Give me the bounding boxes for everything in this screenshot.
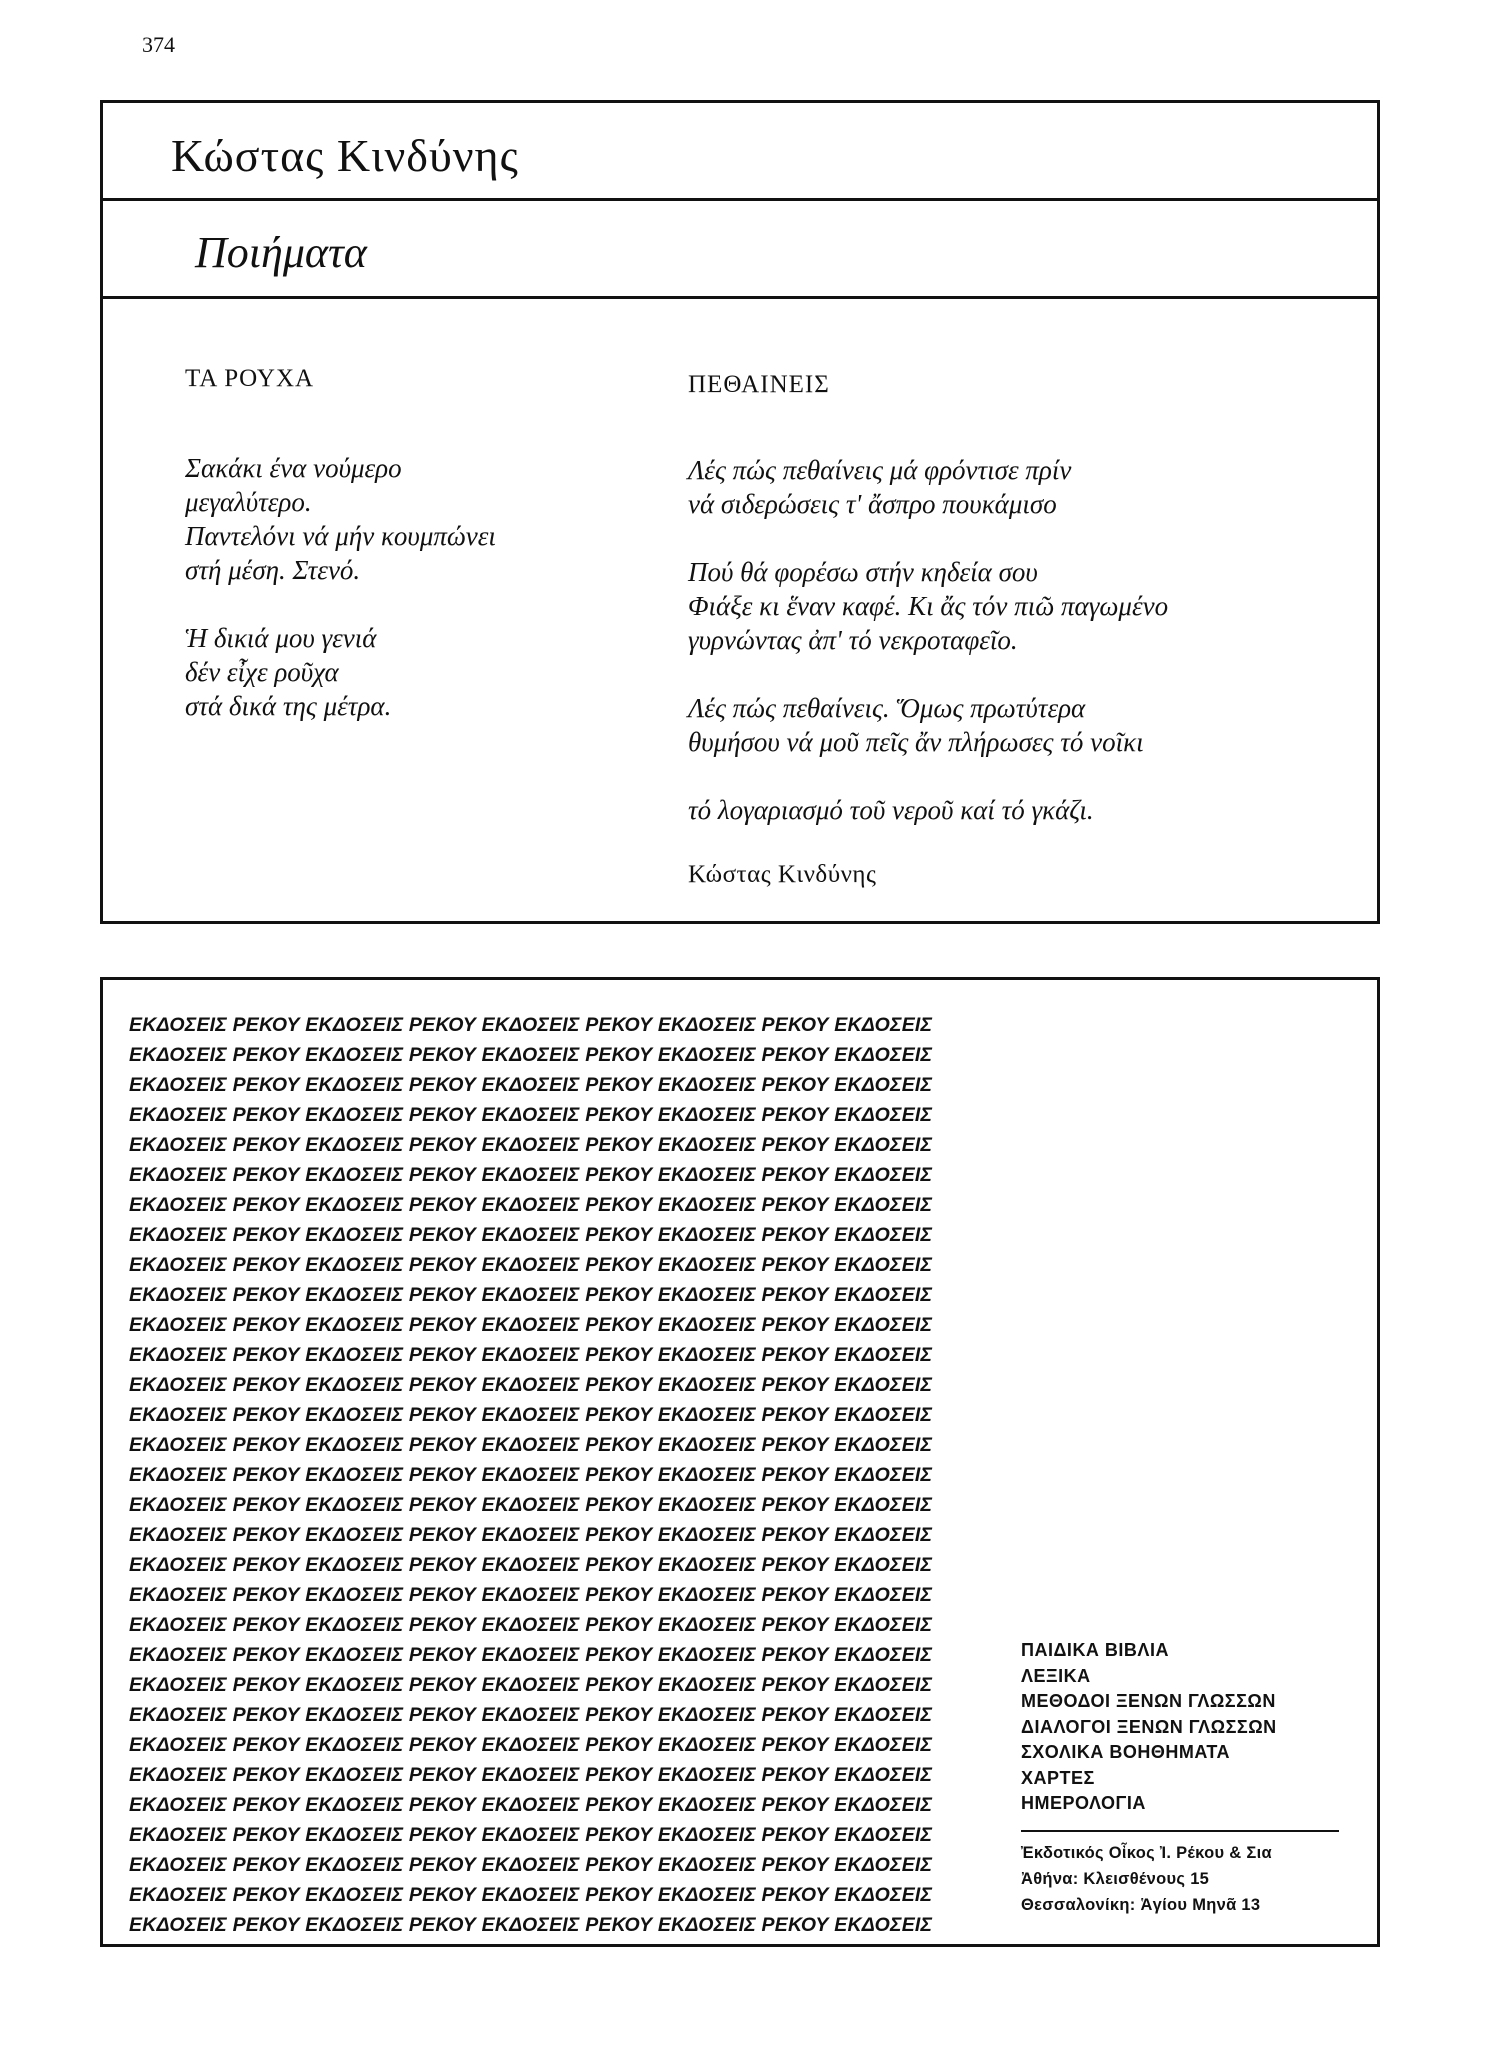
ad-product-item: ΗΜΕΡΟΛΟΓΙΑ: [1021, 1793, 1146, 1813]
stanza-break: [688, 759, 1368, 793]
ad-pattern-row: ΕΚΔΟΣΕΙΣ ΡΕΚΟΥ ΕΚΔΟΣΕΙΣ ΡΕΚΟΥ ΕΚΔΟΣΕΙΣ ΡΕΚΟΥ ΕΚΔΟΣΕΙΣ ΡΕΚΟΥ ΕΚΔΟΣΕΙΣ: [129, 1434, 933, 1456]
poem-line: Παντελόνι νά μήν κουμπώνει: [185, 521, 496, 551]
poem-line: Λές πώς πεθαίνεις. Ὅμως πρωτύτερα: [688, 693, 1086, 723]
ad-pattern-row: ΕΚΔΟΣΕΙΣ ΡΕΚΟΥ ΕΚΔΟΣΕΙΣ ΡΕΚΟΥ ΕΚΔΟΣΕΙΣ ΡΕΚΟΥ ΕΚΔΟΣΕΙΣ ΡΕΚΟΥ ΕΚΔΟΣΕΙΣ: [129, 1854, 933, 1876]
ad-contact-info: [1021, 1840, 1361, 1918]
ad-address-thessaloniki: Θεσσαλονίκη: Ἁγίου Μηνᾶ 13: [1021, 1896, 1261, 1914]
ad-address-athens: Ἀθήνα: Κλεισθένους 15: [1021, 1870, 1210, 1888]
poem-title: ΠΕΘΑΙΝΕΙΣ: [688, 371, 830, 398]
poem-signature: Κώστας Κινδύνης: [688, 861, 877, 888]
ad-pattern-row: ΕΚΔΟΣΕΙΣ ΡΕΚΟΥ ΕΚΔΟΣΕΙΣ ΡΕΚΟΥ ΕΚΔΟΣΕΙΣ ΡΕΚΟΥ ΕΚΔΟΣΕΙΣ ΡΕΚΟΥ ΕΚΔΟΣΕΙΣ: [129, 1524, 933, 1546]
ad-pattern-row: ΕΚΔΟΣΕΙΣ ΡΕΚΟΥ ΕΚΔΟΣΕΙΣ ΡΕΚΟΥ ΕΚΔΟΣΕΙΣ ΡΕΚΟΥ ΕΚΔΟΣΕΙΣ ΡΕΚΟΥ ΕΚΔΟΣΕΙΣ: [129, 1884, 933, 1906]
poem-line: Πού θά φορέσω στήν κηδεία σου: [688, 557, 1038, 587]
ad-pattern-row: ΕΚΔΟΣΕΙΣ ΡΕΚΟΥ ΕΚΔΟΣΕΙΣ ΡΕΚΟΥ ΕΚΔΟΣΕΙΣ ΡΕΚΟΥ ΕΚΔΟΣΕΙΣ ΡΕΚΟΥ ΕΚΔΟΣΕΙΣ: [129, 1464, 933, 1486]
poem-line: Φιάξε κι ἕναν καφέ. Κι ἄς τόν πιῶ παγωμένο: [688, 591, 1169, 621]
poem-line: Σακάκι ένα νούμερο: [185, 453, 402, 483]
ad-product-item: ΜΕΘΟΔΟΙ ΞΕΝΩΝ ΓΛΩΣΣΩΝ: [1021, 1691, 1276, 1711]
collection-title-band: [103, 201, 1377, 299]
ad-pattern-row: ΕΚΔΟΣΕΙΣ ΡΕΚΟΥ ΕΚΔΟΣΕΙΣ ΡΕΚΟΥ ΕΚΔΟΣΕΙΣ ΡΕΚΟΥ ΕΚΔΟΣΕΙΣ ΡΕΚΟΥ ΕΚΔΟΣΕΙΣ: [129, 1704, 933, 1726]
ad-pattern-row: ΕΚΔΟΣΕΙΣ ΡΕΚΟΥ ΕΚΔΟΣΕΙΣ ΡΕΚΟΥ ΕΚΔΟΣΕΙΣ ΡΕΚΟΥ ΕΚΔΟΣΕΙΣ ΡΕΚΟΥ ΕΚΔΟΣΕΙΣ: [129, 1224, 933, 1246]
author-name: Κώστας Κινδύνης: [171, 130, 519, 181]
poem-line: δέν εἶχε ροῦχα: [185, 657, 339, 687]
poem-body: [688, 453, 1368, 827]
poem-body: [185, 451, 705, 723]
poem-pethaineis: [688, 371, 1368, 889]
poem-frame: [100, 100, 1380, 924]
poem-title: ΤΑ ΡΟΥΧΑ: [185, 365, 315, 392]
ad-pattern-row: ΕΚΔΟΣΕΙΣ ΡΕΚΟΥ ΕΚΔΟΣΕΙΣ ΡΕΚΟΥ ΕΚΔΟΣΕΙΣ ΡΕΚΟΥ ΕΚΔΟΣΕΙΣ ΡΕΚΟΥ ΕΚΔΟΣΕΙΣ: [129, 1134, 933, 1156]
ad-pattern-row: ΕΚΔΟΣΕΙΣ ΡΕΚΟΥ ΕΚΔΟΣΕΙΣ ΡΕΚΟΥ ΕΚΔΟΣΕΙΣ ΡΕΚΟΥ ΕΚΔΟΣΕΙΣ ΡΕΚΟΥ ΕΚΔΟΣΕΙΣ: [129, 1014, 933, 1036]
ad-pattern-row: ΕΚΔΟΣΕΙΣ ΡΕΚΟΥ ΕΚΔΟΣΕΙΣ ΡΕΚΟΥ ΕΚΔΟΣΕΙΣ ΡΕΚΟΥ ΕΚΔΟΣΕΙΣ ΡΕΚΟΥ ΕΚΔΟΣΕΙΣ: [129, 1584, 933, 1606]
poem-line: Ἡ δικιά μου γενιά: [185, 623, 377, 653]
ad-product-item: ΧΑΡΤΕΣ: [1021, 1767, 1095, 1788]
stanza-break: [688, 657, 1368, 691]
stanza-break: [185, 587, 705, 621]
collection-title: Ποιήματα: [195, 228, 367, 277]
poem-line: στά δικά της μέτρα.: [185, 691, 392, 721]
ad-repeated-text-pattern: [129, 1010, 989, 1940]
poem-line: νά σιδερώσεις τ' ἄσπρο πουκάμισο: [688, 489, 1057, 519]
ad-product-item: ΣΧΟΛΙΚΑ ΒΟΗΘΗΜΑΤΑ: [1021, 1742, 1230, 1762]
ad-pattern-row: ΕΚΔΟΣΕΙΣ ΡΕΚΟΥ ΕΚΔΟΣΕΙΣ ΡΕΚΟΥ ΕΚΔΟΣΕΙΣ ΡΕΚΟΥ ΕΚΔΟΣΕΙΣ ΡΕΚΟΥ ΕΚΔΟΣΕΙΣ: [129, 1314, 933, 1336]
ad-pattern-row: ΕΚΔΟΣΕΙΣ ΡΕΚΟΥ ΕΚΔΟΣΕΙΣ ΡΕΚΟΥ ΕΚΔΟΣΕΙΣ ΡΕΚΟΥ ΕΚΔΟΣΕΙΣ ΡΕΚΟΥ ΕΚΔΟΣΕΙΣ: [129, 1914, 933, 1936]
poem-line: θυμήσου νά μοῦ πεῖς ἄν πλήρωσες τό νοῖκι: [688, 727, 1144, 757]
ad-pattern-row: ΕΚΔΟΣΕΙΣ ΡΕΚΟΥ ΕΚΔΟΣΕΙΣ ΡΕΚΟΥ ΕΚΔΟΣΕΙΣ ΡΕΚΟΥ ΕΚΔΟΣΕΙΣ ΡΕΚΟΥ ΕΚΔΟΣΕΙΣ: [129, 1674, 933, 1696]
ad-pattern-row: ΕΚΔΟΣΕΙΣ ΡΕΚΟΥ ΕΚΔΟΣΕΙΣ ΡΕΚΟΥ ΕΚΔΟΣΕΙΣ ΡΕΚΟΥ ΕΚΔΟΣΕΙΣ ΡΕΚΟΥ ΕΚΔΟΣΕΙΣ: [129, 1344, 933, 1366]
author-band: [103, 103, 1377, 201]
page-number: 374: [142, 32, 175, 57]
poem-line: μεγαλύτερο.: [185, 487, 312, 517]
poem-line: τό λογαριασμό τοῦ νεροῦ καί τό γκάζι.: [688, 795, 1094, 825]
ad-publisher-name: Ἐκδοτικός Οἶκος Ἰ. Ρέκου & Σια: [1021, 1844, 1272, 1862]
ad-pattern-row: ΕΚΔΟΣΕΙΣ ΡΕΚΟΥ ΕΚΔΟΣΕΙΣ ΡΕΚΟΥ ΕΚΔΟΣΕΙΣ ΡΕΚΟΥ ΕΚΔΟΣΕΙΣ ΡΕΚΟΥ ΕΚΔΟΣΕΙΣ: [129, 1734, 933, 1756]
ad-pattern-row: ΕΚΔΟΣΕΙΣ ΡΕΚΟΥ ΕΚΔΟΣΕΙΣ ΡΕΚΟΥ ΕΚΔΟΣΕΙΣ ΡΕΚΟΥ ΕΚΔΟΣΕΙΣ ΡΕΚΟΥ ΕΚΔΟΣΕΙΣ: [129, 1044, 933, 1066]
ad-pattern-row: ΕΚΔΟΣΕΙΣ ΡΕΚΟΥ ΕΚΔΟΣΕΙΣ ΡΕΚΟΥ ΕΚΔΟΣΕΙΣ ΡΕΚΟΥ ΕΚΔΟΣΕΙΣ ΡΕΚΟΥ ΕΚΔΟΣΕΙΣ: [129, 1074, 933, 1096]
ad-pattern-row: ΕΚΔΟΣΕΙΣ ΡΕΚΟΥ ΕΚΔΟΣΕΙΣ ΡΕΚΟΥ ΕΚΔΟΣΕΙΣ ΡΕΚΟΥ ΕΚΔΟΣΕΙΣ ΡΕΚΟΥ ΕΚΔΟΣΕΙΣ: [129, 1644, 933, 1666]
ad-pattern-row: ΕΚΔΟΣΕΙΣ ΡΕΚΟΥ ΕΚΔΟΣΕΙΣ ΡΕΚΟΥ ΕΚΔΟΣΕΙΣ ΡΕΚΟΥ ΕΚΔΟΣΕΙΣ ΡΕΚΟΥ ΕΚΔΟΣΕΙΣ: [129, 1164, 933, 1186]
ad-pattern-row: ΕΚΔΟΣΕΙΣ ΡΕΚΟΥ ΕΚΔΟΣΕΙΣ ΡΕΚΟΥ ΕΚΔΟΣΕΙΣ ΡΕΚΟΥ ΕΚΔΟΣΕΙΣ ΡΕΚΟΥ ΕΚΔΟΣΕΙΣ: [129, 1494, 933, 1516]
ad-pattern-row: ΕΚΔΟΣΕΙΣ ΡΕΚΟΥ ΕΚΔΟΣΕΙΣ ΡΕΚΟΥ ΕΚΔΟΣΕΙΣ ΡΕΚΟΥ ΕΚΔΟΣΕΙΣ ΡΕΚΟΥ ΕΚΔΟΣΕΙΣ: [129, 1254, 933, 1276]
poem-line: γυρνώντας ἀπ' τό νεκροταφεῖο.: [688, 625, 1018, 655]
ad-pattern-row: ΕΚΔΟΣΕΙΣ ΡΕΚΟΥ ΕΚΔΟΣΕΙΣ ΡΕΚΟΥ ΕΚΔΟΣΕΙΣ ΡΕΚΟΥ ΕΚΔΟΣΕΙΣ ΡΕΚΟΥ ΕΚΔΟΣΕΙΣ: [129, 1824, 933, 1846]
ad-pattern-row: ΕΚΔΟΣΕΙΣ ΡΕΚΟΥ ΕΚΔΟΣΕΙΣ ΡΕΚΟΥ ΕΚΔΟΣΕΙΣ ΡΕΚΟΥ ΕΚΔΟΣΕΙΣ ΡΕΚΟΥ ΕΚΔΟΣΕΙΣ: [129, 1194, 933, 1216]
ad-pattern-row: ΕΚΔΟΣΕΙΣ ΡΕΚΟΥ ΕΚΔΟΣΕΙΣ ΡΕΚΟΥ ΕΚΔΟΣΕΙΣ ΡΕΚΟΥ ΕΚΔΟΣΕΙΣ ΡΕΚΟΥ ΕΚΔΟΣΕΙΣ: [129, 1554, 933, 1576]
ad-pattern-row: ΕΚΔΟΣΕΙΣ ΡΕΚΟΥ ΕΚΔΟΣΕΙΣ ΡΕΚΟΥ ΕΚΔΟΣΕΙΣ ΡΕΚΟΥ ΕΚΔΟΣΕΙΣ ΡΕΚΟΥ ΕΚΔΟΣΕΙΣ: [129, 1374, 933, 1396]
stanza-break: [688, 521, 1368, 555]
ad-pattern-row: ΕΚΔΟΣΕΙΣ ΡΕΚΟΥ ΕΚΔΟΣΕΙΣ ΡΕΚΟΥ ΕΚΔΟΣΕΙΣ ΡΕΚΟΥ ΕΚΔΟΣΕΙΣ ΡΕΚΟΥ ΕΚΔΟΣΕΙΣ: [129, 1404, 933, 1426]
ad-pattern-row: ΕΚΔΟΣΕΙΣ ΡΕΚΟΥ ΕΚΔΟΣΕΙΣ ΡΕΚΟΥ ΕΚΔΟΣΕΙΣ ΡΕΚΟΥ ΕΚΔΟΣΕΙΣ ΡΕΚΟΥ ΕΚΔΟΣΕΙΣ: [129, 1614, 933, 1636]
ad-divider: [1021, 1830, 1339, 1832]
ad-pattern-row: ΕΚΔΟΣΕΙΣ ΡΕΚΟΥ ΕΚΔΟΣΕΙΣ ΡΕΚΟΥ ΕΚΔΟΣΕΙΣ ΡΕΚΟΥ ΕΚΔΟΣΕΙΣ ΡΕΚΟΥ ΕΚΔΟΣΕΙΣ: [129, 1764, 933, 1786]
poem-line: Λές πώς πεθαίνεις μά φρόντισε πρίν: [688, 455, 1072, 485]
ad-product-item: ΔΙΑΛΟΓΟΙ ΞΕΝΩΝ ΓΛΩΣΣΩΝ: [1021, 1716, 1277, 1737]
poem-ta-roucha: [185, 365, 705, 723]
ad-product-item: ΛΕΞΙΚΑ: [1021, 1665, 1091, 1686]
ad-product-list: [1021, 1638, 1361, 1817]
poem-line: στή μέση. Στενό.: [185, 555, 361, 585]
publisher-advertisement: [100, 977, 1380, 1947]
ad-pattern-row: ΕΚΔΟΣΕΙΣ ΡΕΚΟΥ ΕΚΔΟΣΕΙΣ ΡΕΚΟΥ ΕΚΔΟΣΕΙΣ ΡΕΚΟΥ ΕΚΔΟΣΕΙΣ ΡΕΚΟΥ ΕΚΔΟΣΕΙΣ: [129, 1104, 933, 1126]
ad-product-item: ΠΑΙΔΙΚΑ ΒΙΒΛΙΑ: [1021, 1640, 1169, 1660]
ad-pattern-row: ΕΚΔΟΣΕΙΣ ΡΕΚΟΥ ΕΚΔΟΣΕΙΣ ΡΕΚΟΥ ΕΚΔΟΣΕΙΣ ΡΕΚΟΥ ΕΚΔΟΣΕΙΣ ΡΕΚΟΥ ΕΚΔΟΣΕΙΣ: [129, 1794, 933, 1816]
ad-pattern-row: ΕΚΔΟΣΕΙΣ ΡΕΚΟΥ ΕΚΔΟΣΕΙΣ ΡΕΚΟΥ ΕΚΔΟΣΕΙΣ ΡΕΚΟΥ ΕΚΔΟΣΕΙΣ ΡΕΚΟΥ ΕΚΔΟΣΕΙΣ: [129, 1284, 933, 1306]
